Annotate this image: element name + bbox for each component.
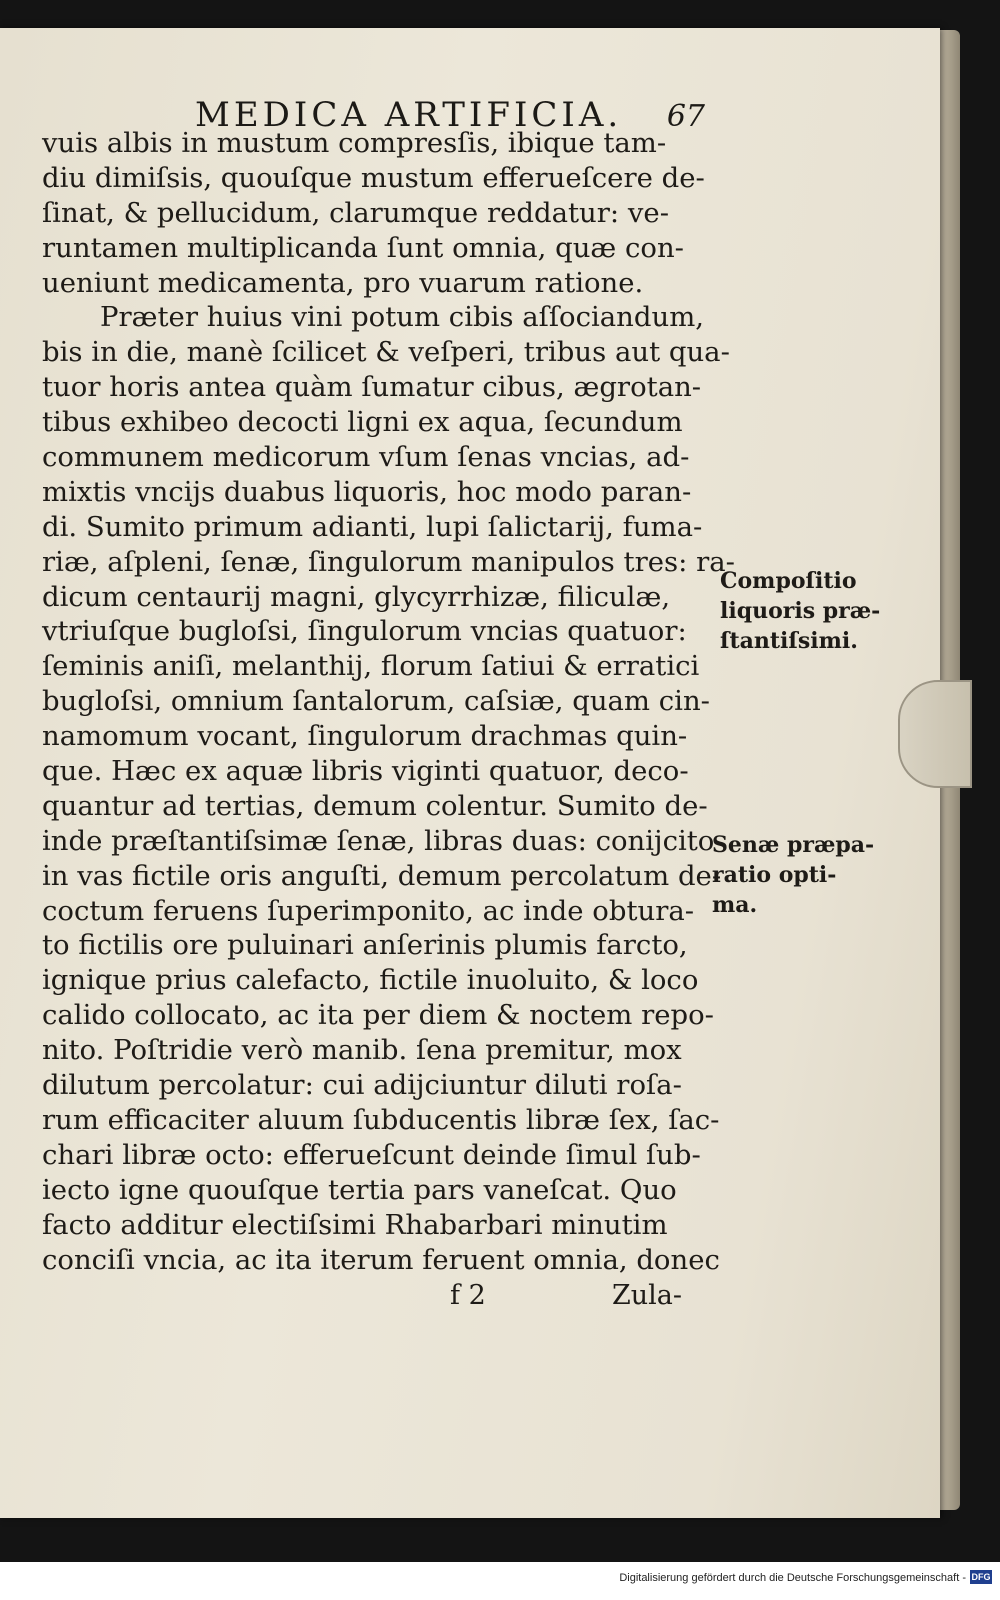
body-text (42, 126, 735, 1277)
margin-note-senae (712, 830, 874, 920)
margin-note-line: Senæ præpa- (712, 832, 875, 858)
text-line: to fictilis ore puluinari anſerinis plumis farcto, (42, 929, 688, 962)
text-line: chari libræ octo: efferueſcunt deinde ſimul ſub- (42, 1138, 701, 1171)
text-line: runtamen multiplicanda ſunt omnia, quæ con- (42, 231, 684, 264)
text-line: inde præſtantiſsimæ ſenæ, libras duas: conijcito (42, 824, 715, 857)
text-line: rum efficaciter aluum ſubducentis libræ ſex, ſac- (42, 1103, 720, 1136)
text-line: iecto igne quouſque tertia pars vaneſcat. Quo (42, 1173, 677, 1206)
text-line: bugloſsi, omnium ſantalorum, caſsiæ, quam cin- (42, 685, 710, 718)
text-line: tuor horis antea quàm ſumatur cibus, ægrotan- (42, 371, 702, 404)
text-line: ignique prius calefacto, fictile inuoluito, & loco (42, 964, 699, 997)
text-line: Præter huius vini potum cibis aſſociandum, (100, 301, 705, 334)
dfg-logo-icon: DFG (971, 1572, 991, 1582)
text-line: coctum feruens ſuperimponito, ac inde obtura- (42, 894, 695, 927)
margin-note-line: liquoris præ- (720, 598, 881, 624)
text-line: conciſi vncia, ac ita iterum feruent omnia, donec (42, 1243, 720, 1276)
text-line: facto additur electiſsimi Rhabarbari minutim (42, 1208, 668, 1241)
text-line: ueniunt medicamenta, pro vuarum ratione. (42, 266, 644, 299)
text-line: vtriuſque bugloſsi, ſingulorum vncias quatuor: (42, 615, 687, 648)
text-line: que. Hæc ex aquæ libris viginti quatuor, deco- (42, 755, 689, 788)
text-line: ſinat, & pellucidum, clarumque reddatur: ve- (42, 196, 669, 229)
margin-note-line: ratio opti- (712, 862, 837, 888)
margin-note-line: Compoſitio (720, 568, 857, 594)
text-line: calido collocato, ac ita per diem & noctem repo- (42, 999, 714, 1032)
text-line: diu dimiſsis, quouſque mustum efferueſcere de- (42, 161, 705, 194)
text-line: communem medicorum vſum ſenas vncias, ad- (42, 441, 690, 474)
running-title: MEDICA ARTIFICIA. (195, 95, 623, 135)
page-number: 67 (666, 99, 705, 134)
margin-note-line: ſtantiſsimi. (720, 628, 858, 654)
text-line: in vas fictile oris anguſti, demum percolatum de- (42, 859, 722, 892)
text-line: ſeminis aniſi, melanthij, florum ſatiui & erratici (42, 650, 700, 683)
text-line: mixtis vncijs duabus liquoris, hoc modo paran- (42, 475, 692, 508)
text-line: riæ, aſpleni, ſenæ, ſingulorum manipulos tres: ra- (42, 545, 735, 578)
text-line: dicum centaurij magni, glycyrrhizæ, filiculæ, (42, 580, 671, 613)
digitization-bar (0, 1562, 1000, 1600)
margin-note-line: ma. (712, 892, 758, 918)
page-clip-tab (898, 680, 972, 788)
signature-mark: f 2 (450, 1280, 486, 1311)
text-line: quantur ad tertias, demum colentur. Sumito de- (42, 789, 708, 822)
text-line: namomum vocant, ſingulorum drachmas quin- (42, 720, 688, 753)
catchword: Zula- (612, 1280, 683, 1311)
text-line: vuis albis in mustum compresſis, ibique tam- (42, 127, 667, 159)
margin-note-compositio (720, 566, 880, 656)
text-line: di. Sumito primum adianti, lupi ſalictarij, fuma- (42, 510, 703, 543)
text-line: dilutum percolatur: cui adijciuntur diluti roſa- (42, 1069, 682, 1102)
text-line: bis in die, manè ſcilicet & veſperi, tribus aut qua- (42, 336, 730, 369)
digitization-notice: Digitalisierung gefördert durch die Deutsche Forschungsgemeinschaft - (619, 1572, 966, 1584)
text-line: nito. Poſtridie verò manib. ſena premitur, mox (42, 1034, 682, 1067)
text-line: tibus exhibeo decocti ligni ex aqua, ſecundum (42, 406, 683, 439)
